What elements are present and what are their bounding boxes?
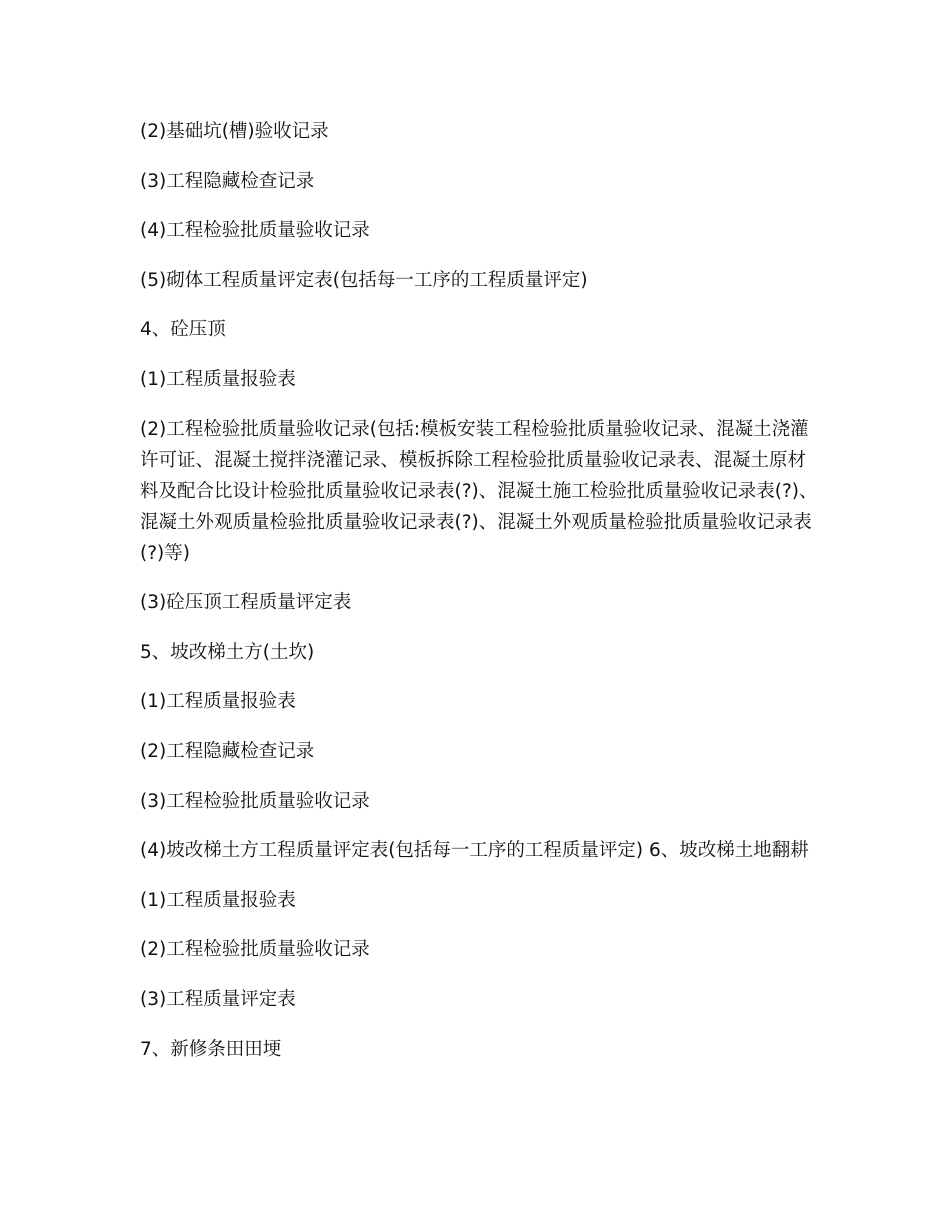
- paragraph-item-1-report-form: (1)工程质量报验表: [140, 889, 296, 911]
- section-heading-4-coping: 4、砼压顶: [140, 319, 226, 341]
- section-heading-7-field-ridge: 7、新修条田田埂: [140, 1038, 282, 1060]
- paragraph-item-3-quality-evaluation: (3)工程质量评定表: [140, 988, 296, 1010]
- paragraph-item-4-batch-acceptance: (4)工程检验批质量验收记录: [140, 220, 370, 242]
- paragraph-item-3-batch-acceptance: (3)工程检验批质量验收记录: [140, 790, 370, 812]
- paragraph-item-1-report-form: (1)工程质量报验表: [140, 368, 296, 390]
- paragraph-item-2-foundation-pit: (2)基础坑(槽)验收记录: [140, 121, 329, 142]
- paragraph-item-2-batch-acceptance-detail: (2)工程检验批质量验收记录(包括:模板安装工程检验批质量验收记录、混凝土浇灌许可证、混凝土搅拌浇灌记录、模板拆除工程检验批质量验收记录表、混凝土原材料及配合比设计检验批质量验收记录表(?)、混凝土施工检验批质量验收记录表(?)、混凝土外观质量检验批质量验收记录表(?)、混凝土外观质量检验批质量验收记录表(?)等): [140, 418, 818, 564]
- paragraph-item-2-concealed-inspection: (2)工程隐藏检查记录: [140, 740, 315, 762]
- document-body: [140, 116, 820, 1083]
- paragraph-item-3-concealed-inspection: (3)工程隐藏检查记录: [140, 170, 315, 192]
- paragraph-item-2-batch-acceptance: (2)工程检验批质量验收记录: [140, 939, 370, 961]
- paragraph-item-3-coping-evaluation: (3)砼压顶工程质量评定表: [140, 592, 352, 614]
- paragraph-item-1-report-form: (1)工程质量报验表: [140, 691, 296, 713]
- paragraph-item-5-masonry-evaluation: (5)砌体工程质量评定表(包括每一工序的工程质量评定): [140, 269, 588, 291]
- paragraph-item-4-terrace-evaluation: (4)坡改梯土方工程质量评定表(包括每一工序的工程质量评定) 6、坡改梯土地翻耕: [140, 840, 809, 862]
- section-heading-5-terrace-earthwork: 5、坡改梯土方(土坎): [140, 641, 315, 663]
